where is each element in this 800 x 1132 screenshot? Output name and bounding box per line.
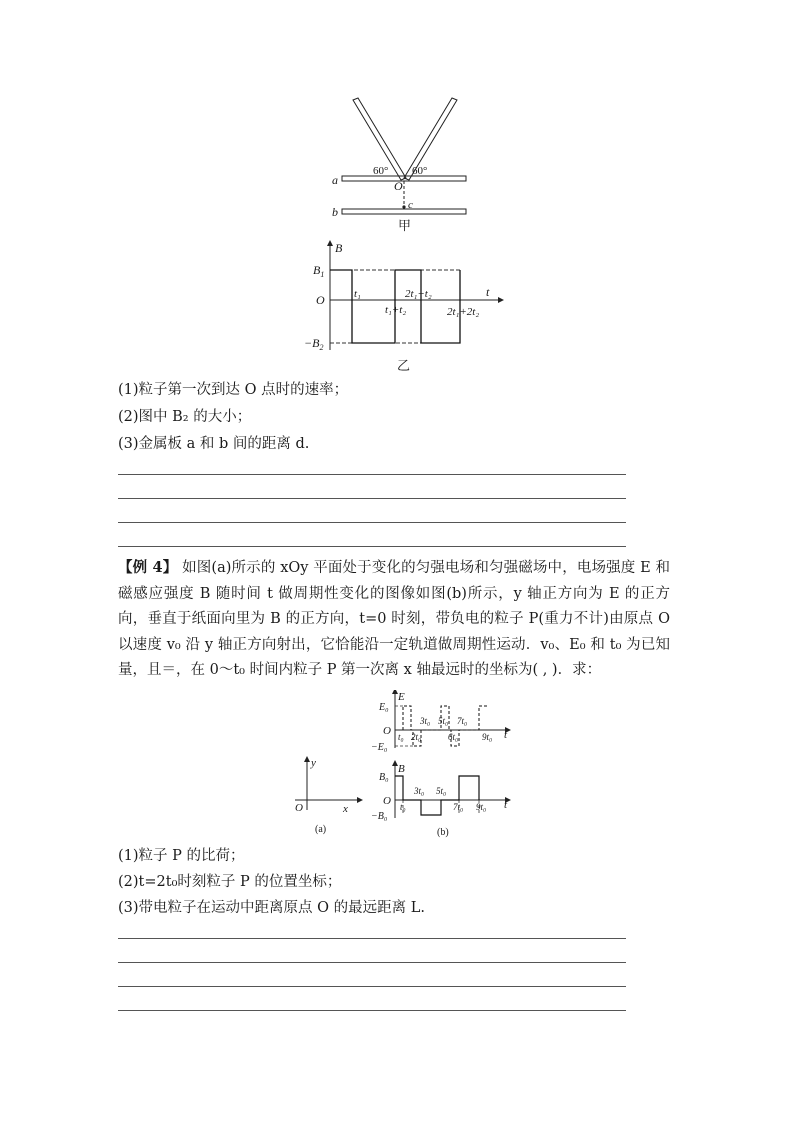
E-7t0: 7t₀ <box>457 716 468 726</box>
E0-label: E₀ <box>379 702 389 713</box>
q2-item-1: (1)粒子 P 的比荷； <box>118 848 245 864</box>
t-label-2t12t2: 2t₁+2t₂ <box>447 306 480 318</box>
q2-item-2: (2)t=2t₀时刻粒子 P 的位置坐标； <box>118 874 342 890</box>
B-7t0: 7t₀ <box>453 802 464 812</box>
E-2t0: 2t₀ <box>411 732 422 742</box>
negB0-label: −B₀ <box>371 811 388 822</box>
q1-item-1: (1)粒子第一次到达 O 点时的速率； <box>118 382 349 398</box>
B-5t0: 5t₀ <box>436 786 447 796</box>
E-origin: O <box>383 725 391 737</box>
q2-item-3: (3)带电粒子在运动中距离原点 O 的最远距离 L. <box>118 900 425 916</box>
figure-jia <box>320 95 490 235</box>
angle-right: 60° <box>412 165 428 177</box>
answer-line[interactable] <box>118 474 626 475</box>
answer-line[interactable] <box>118 962 626 963</box>
label-b: b <box>332 205 338 219</box>
caption-jia: 甲 <box>398 218 412 233</box>
E-t-axis: t <box>504 729 508 741</box>
E-axis-label: E <box>398 691 405 703</box>
label-a: a <box>332 173 338 187</box>
tick-negB2: $-B_2$ <box>304 336 324 352</box>
axis-B-label: B <box>335 241 343 255</box>
answer-line[interactable] <box>118 498 626 499</box>
example4-paragraph <box>118 555 670 684</box>
answer-line[interactable] <box>118 546 626 547</box>
answer-line[interactable] <box>118 522 626 523</box>
B-axis-label: B <box>398 763 405 775</box>
B-9t0: 9t₀ <box>476 802 487 812</box>
B-origin: O <box>383 795 391 807</box>
t-label-t1t2: t₁+t₂ <box>385 304 407 316</box>
figure-b <box>365 690 515 838</box>
axis-x-label: x <box>343 803 348 815</box>
label-O: O <box>394 179 403 193</box>
t-label-2t1t2: 2t₁+t₂ <box>405 288 432 300</box>
label-c: c <box>408 199 413 211</box>
example4-tag: 【例 4】 <box>118 559 178 576</box>
example4-text: 如图(a)所示的 xOy 平面处于变化的匀强电场和匀强磁场中，电场强度 E 和磁感应强度 B 随时间 t 做周期性变化的图像如图(b)所示，y 轴正方向为 E 的正方向，垂直于纸面向里为 B 的正方向，t=0 时刻，带负电的粒子 P(重力不计)由原点 O 以速度 v₀ 沿 y 轴正方向射出，它恰能沿一定轨道做周期性运动．v₀、E₀ 和 t₀ 为已知量，且＝，在 0～t₀ 时间内粒子 P 第一次离 x 轴最远时的坐标为( , )．求： <box>118 560 671 678</box>
axis-y-label: y <box>311 757 316 769</box>
caption-a: (a) <box>315 824 327 835</box>
t-label-t1: t₁ <box>354 288 361 300</box>
q1-item-2: (2)图中 B₂ 的大小； <box>118 409 252 425</box>
B0-label: B₀ <box>379 772 389 783</box>
E-t0: t₀ <box>398 732 404 742</box>
E-3t0: 3t₀ <box>420 716 431 726</box>
B-t0: t₀ <box>400 802 406 812</box>
axis-t-label: t <box>486 285 490 299</box>
figure-yi <box>300 240 510 375</box>
caption-b: (b) <box>437 827 449 838</box>
origin-O: O <box>316 293 325 307</box>
negE0-label: −E₀ <box>371 742 388 753</box>
origin-O: O <box>295 802 303 814</box>
angle-left: 60° <box>373 165 389 177</box>
E-9t0: 9t₀ <box>482 732 493 742</box>
E-5t0: 5t₀ <box>438 716 449 726</box>
B-t-axis: t <box>504 799 508 811</box>
caption-yi: 乙 <box>397 358 411 373</box>
tick-B1: $B_1$ <box>313 263 325 279</box>
E-6t0: 6t₀ <box>448 732 459 742</box>
q1-item-3: (3)金属板 a 和 b 间的距离 d. <box>118 436 310 452</box>
B-3t0: 3t₀ <box>414 786 425 796</box>
answer-line[interactable] <box>118 938 626 939</box>
answer-line[interactable] <box>118 986 626 987</box>
figure-a <box>285 752 365 837</box>
answer-line[interactable] <box>118 1010 626 1011</box>
